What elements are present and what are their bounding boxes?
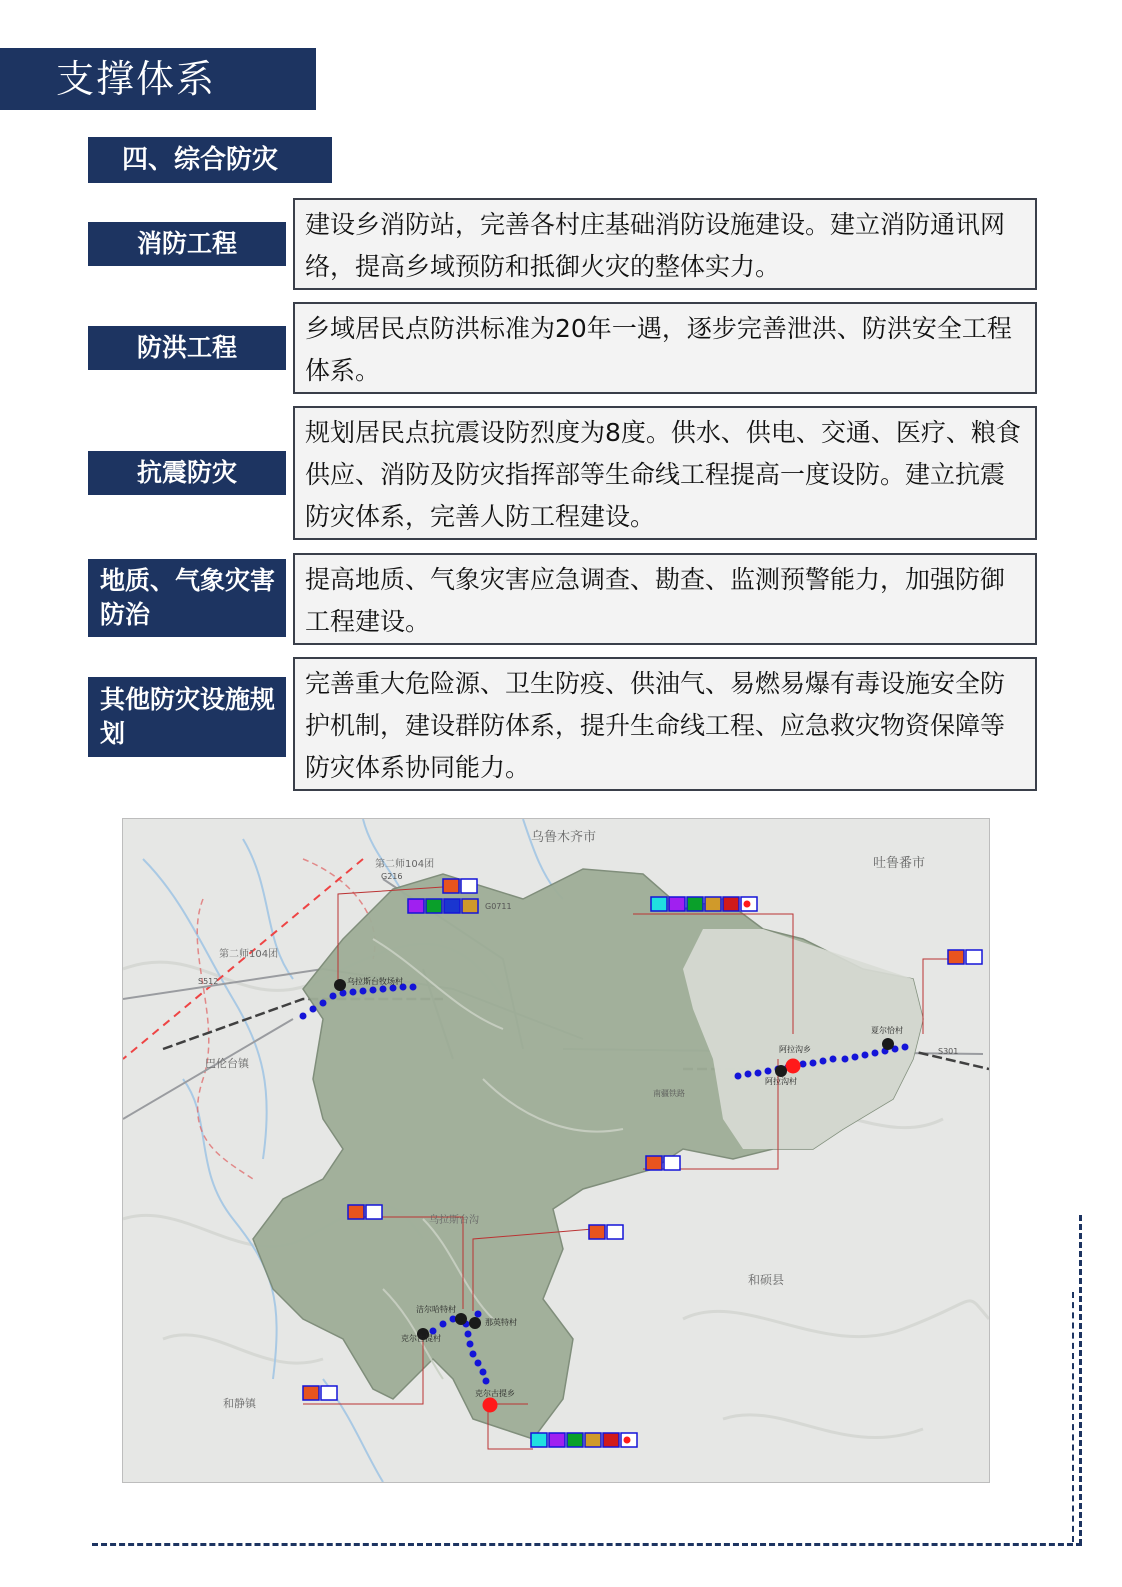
village-xiaer: 夏尔恰村 (871, 1026, 903, 1035)
label-urumqi: 乌鲁木齐市 (531, 830, 597, 845)
road-s512: S512 (198, 977, 219, 986)
village-keer-town: 克尔古提乡 (475, 1389, 515, 1398)
village-naying: 那英特村 (485, 1318, 517, 1327)
village-alagou: 阿拉沟村 (765, 1077, 797, 1086)
village-wulasitai: 乌拉斯台牧场村 (347, 977, 403, 986)
label-div104-a: 第二师104团 (375, 859, 435, 870)
label-hejing: 和静镇 (223, 1397, 256, 1410)
text-other: 完善重大危险源、卫生防疫、供油气、易燃易爆有毒设施安全防护机制，建设群防体系，提升生命线工程、应急救灾物资保障等防灾体系协同能力。 (293, 657, 1037, 791)
label-geologic: 地质、气象灾害防治 (88, 559, 286, 637)
map-svg (123, 819, 989, 1482)
village-keer: 克尔古提村 (401, 1334, 441, 1343)
label-div104-b: 第二师104团 (219, 949, 279, 960)
label-earthquake: 抗震防灾 (88, 451, 286, 495)
decor-dash-right (1079, 1215, 1082, 1545)
label-baluntai: 巴伦台镇 (205, 1057, 249, 1070)
road-s301: S301 (938, 1047, 959, 1056)
road-nanjiang: 南疆铁路 (653, 1089, 685, 1098)
village-alagou-town: 阿拉沟乡 (779, 1045, 811, 1054)
label-heshuo: 和硕县 (748, 1273, 785, 1287)
section-title: 四、综合防灾 (88, 137, 332, 183)
page-header: 支撑体系 (0, 48, 316, 110)
text-earthquake: 规划居民点抗震设防烈度为8度。供水、供电、交通、医疗、粮食供应、消防及防灾指挥部等生命线工程提高一度设防。建立抗震防灾体系，完善人防工程建设。 (293, 406, 1037, 540)
text-geologic: 提高地质、气象灾害应急调查、勘查、监测预警能力，加强防御工程建设。 (293, 553, 1037, 645)
label-flood-control: 防洪工程 (88, 326, 286, 370)
village-jiaerha: 洁尔哈特村 (416, 1305, 456, 1314)
decor-dash-bottom (92, 1543, 1082, 1546)
label-fire-protection: 消防工程 (88, 222, 286, 266)
text-flood-control: 乡域居民点防洪标准为20年一遇，逐步完善泄洪、防洪安全工程体系。 (293, 302, 1037, 394)
decor-dash-right-inner (1072, 1292, 1074, 1542)
text-fire-protection: 建设乡消防站，完善各村庄基础消防设施建设。建立消防通讯网络，提高乡域预防和抵御火灾的整体实力。 (293, 198, 1037, 290)
label-valley: 乌拉斯台沟 (429, 1215, 479, 1226)
road-g0711: G0711 (485, 902, 512, 911)
disaster-planning-map (122, 818, 990, 1483)
label-turpan: 吐鲁番市 (873, 856, 926, 871)
road-g216: G216 (381, 872, 403, 881)
label-other: 其他防灾设施规划 (88, 677, 286, 757)
